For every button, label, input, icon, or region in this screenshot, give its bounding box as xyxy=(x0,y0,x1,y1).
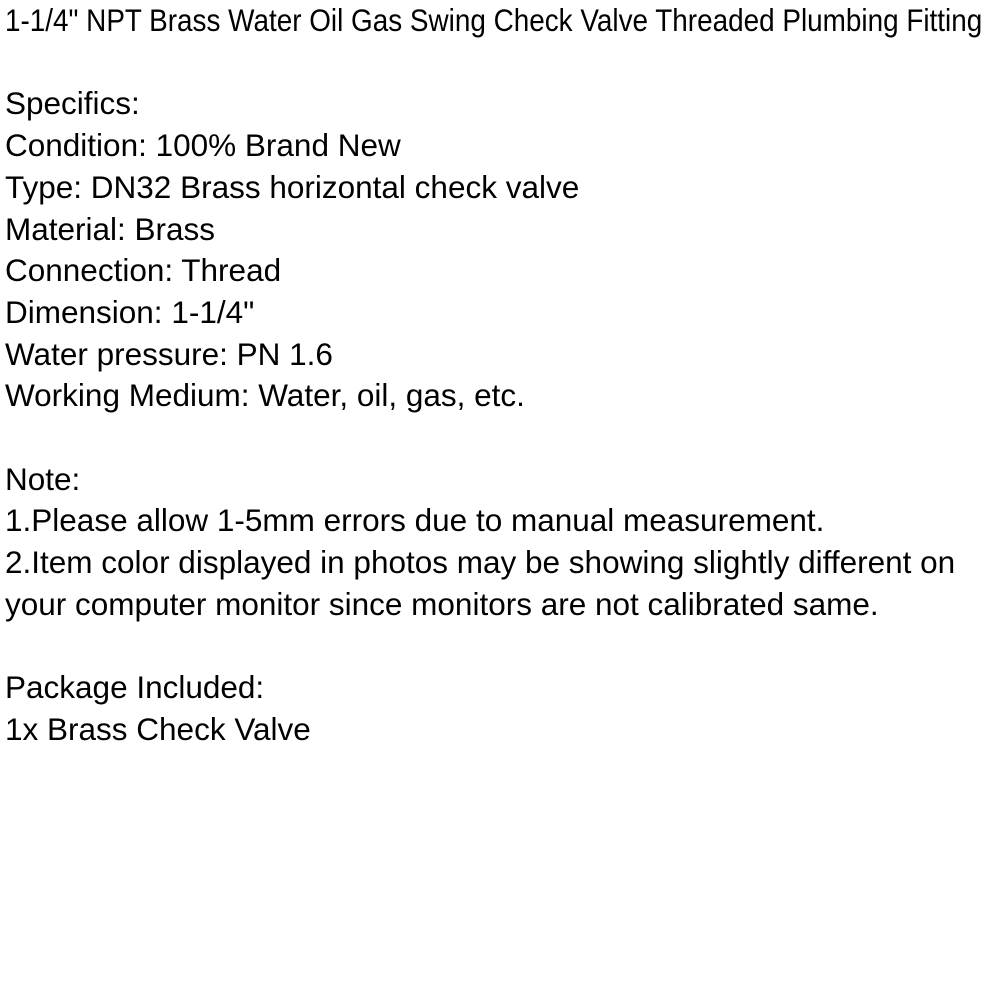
section-note xyxy=(5,459,992,626)
note-list xyxy=(5,500,992,625)
product-title: 1-1/4" NPT Brass Water Oil Gas Swing Check Valve Threaded Plumbing Fitting xyxy=(5,2,983,38)
specifics-line: Material: Brass xyxy=(5,210,216,247)
specifics-line: Water pressure: PN 1.6 xyxy=(5,335,333,372)
note-line: 2.Item color displayed in photos may be showing slightly different on your computer monitor since monitors are not calibrated same. xyxy=(5,544,956,622)
package-list xyxy=(5,709,992,751)
specifics-line: Dimension: 1-1/4" xyxy=(5,293,255,330)
note-heading: Note: xyxy=(5,460,81,497)
package-line: 1x Brass Check Valve xyxy=(5,710,311,747)
specifics-line: Type: DN32 Brass horizontal check valve xyxy=(5,168,580,205)
specifics-line: Condition: 100% Brand New xyxy=(5,127,401,164)
specifics-heading: Specifics: xyxy=(5,85,140,122)
section-package xyxy=(5,667,992,750)
note-line: 1.Please allow 1-5mm errors due to manual measurement. xyxy=(5,502,825,539)
package-heading: Package Included: xyxy=(5,669,265,706)
specifics-list xyxy=(5,125,992,417)
specifics-line: Connection: Thread xyxy=(5,252,282,289)
section-specifics xyxy=(5,83,992,417)
specifics-line: Working Medium: Water, oil, gas, etc. xyxy=(5,377,525,414)
